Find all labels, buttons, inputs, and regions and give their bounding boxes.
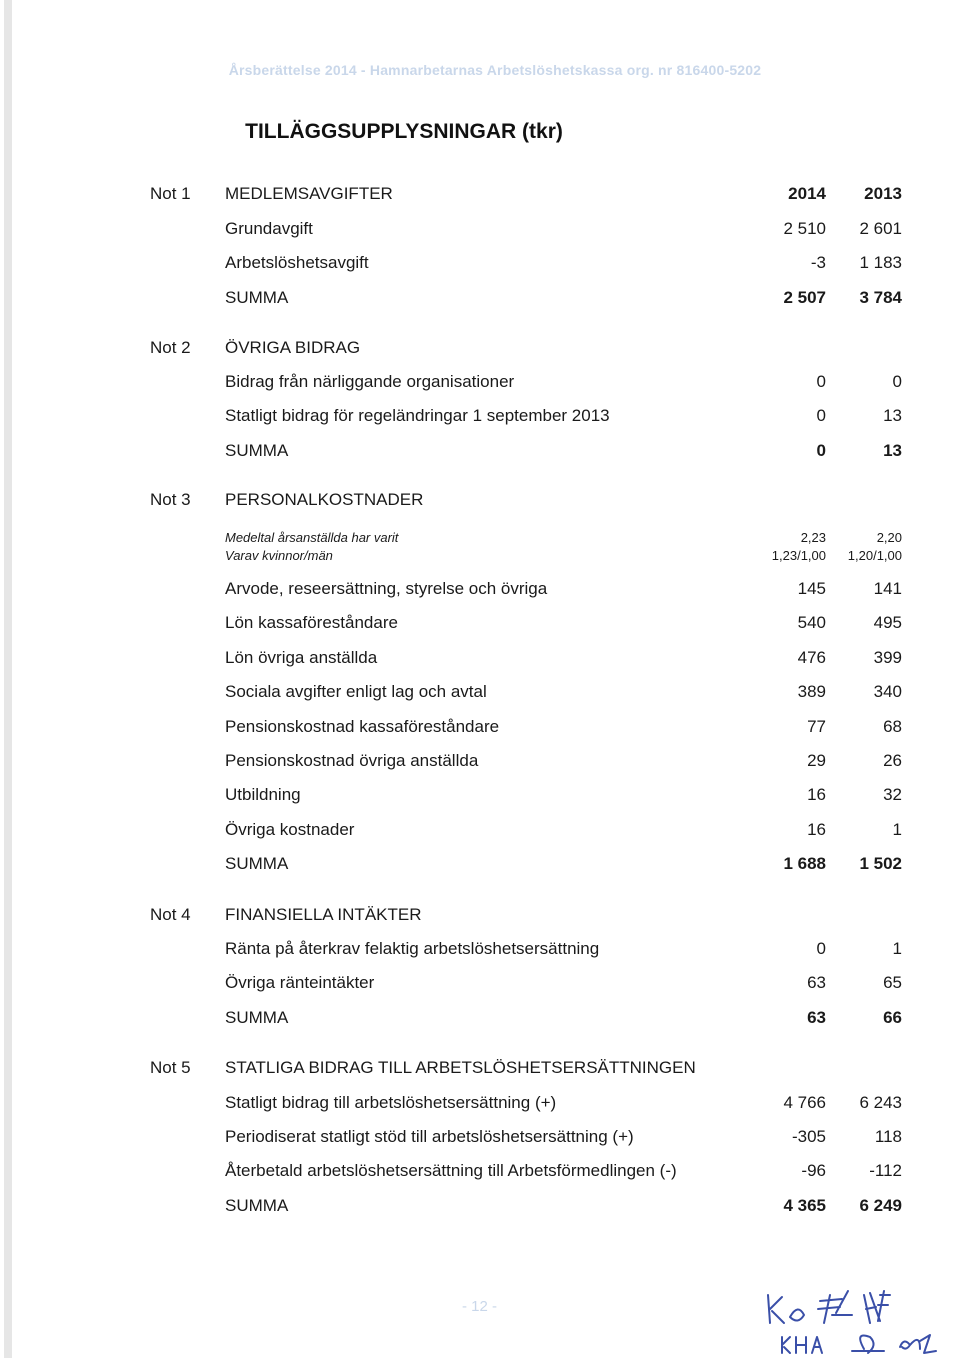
value-2014: 63: [807, 973, 826, 992]
value-2014: 4 766: [783, 1093, 826, 1112]
value-2013: 495: [873, 613, 902, 632]
value-2013: 0: [892, 372, 902, 391]
value-2014: 16: [807, 785, 826, 804]
value-2013: 1 183: [859, 253, 902, 272]
value-2014: -96: [801, 1161, 826, 1180]
value-2013: 1,20/1,00: [847, 548, 902, 563]
value-2014: 2,23: [800, 530, 826, 545]
row-label: Grundavgift: [225, 219, 313, 238]
sum-2014: 4 365: [783, 1196, 826, 1215]
row-label: Övriga ränteintäkter: [225, 973, 375, 992]
note-heading: ÖVRIGA BIDRAG: [225, 338, 361, 357]
value-2013: 13: [883, 406, 902, 425]
note-heading: STATLIGA BIDRAG TILL ARBETSLÖSHETSERSÄTTNINGEN: [225, 1058, 696, 1077]
row-label: Utbildning: [225, 785, 301, 804]
row-label: Statligt bidrag till arbetslöshetsersättning (+): [225, 1093, 557, 1112]
small-row: [0, 548, 960, 570]
table-row: [0, 613, 960, 635]
note-number: Not 2: [150, 338, 191, 357]
value-2014: 476: [797, 648, 826, 667]
sum-label: SUMMA: [225, 1008, 289, 1027]
table-row: [0, 682, 960, 704]
sum-2014: 63: [807, 1008, 826, 1027]
sum-row: [0, 1008, 960, 1030]
year-2013-header: 2013: [864, 184, 902, 203]
document-header: Årsberättelse 2014 - Hamnarbetarnas Arbetslöshetskassa org. nr 816400-5202: [228, 62, 762, 78]
value-2013: 2,20: [876, 530, 902, 545]
row-label: Bidrag från närliggande organisationer: [225, 372, 515, 391]
value-2013: 141: [873, 579, 902, 598]
sum-label: SUMMA: [225, 1196, 289, 1215]
value-2014: 29: [807, 751, 826, 770]
row-label: Statligt bidrag för regeländringar 1 september 2013: [225, 406, 610, 425]
table-row: [0, 973, 960, 995]
value-2013: 32: [883, 785, 902, 804]
row-label: Ränta på återkrav felaktig arbetslöshetsersättning: [225, 939, 600, 958]
sum-row: [0, 288, 960, 310]
value-2013: 2 601: [859, 219, 902, 238]
sum-2014: 0: [816, 441, 826, 460]
note-1-heading-row: [0, 184, 960, 206]
note-3-heading-row: [0, 490, 960, 512]
value-2013: 340: [873, 682, 902, 701]
row-label: Arbetslöshetsavgift: [225, 253, 369, 272]
value-2013: 68: [883, 717, 902, 736]
value-2014: -305: [791, 1127, 826, 1146]
table-row: [0, 939, 960, 961]
value-2013: 65: [883, 973, 902, 992]
row-label: Periodiserat statligt stöd till arbetslöshetsersättning (+): [225, 1127, 634, 1146]
value-2014: 0: [816, 939, 826, 958]
value-2014: 16: [807, 820, 826, 839]
value-2014: -3: [810, 253, 826, 272]
sum-2013: 6 249: [859, 1196, 902, 1215]
sum-2014: 1 688: [783, 854, 826, 873]
sum-2013: 66: [883, 1008, 902, 1027]
sum-label: SUMMA: [225, 288, 289, 307]
value-2013: 26: [883, 751, 902, 770]
row-label: Sociala avgifter enligt lag och avtal: [225, 682, 487, 701]
table-row: [0, 253, 960, 275]
note-5-heading-row: [0, 1058, 960, 1080]
row-label: Återbetald arbetslöshetsersättning till Arbetsförmedlingen (-): [225, 1161, 677, 1180]
table-row: [0, 1093, 960, 1115]
note-number: Not 5: [150, 1058, 191, 1077]
row-label: Lön kassaföreståndare: [225, 613, 398, 632]
value-2013: 118: [874, 1127, 902, 1146]
row-label: Pensionskostnad kassaföreståndare: [225, 717, 500, 736]
sum-row: [0, 1196, 960, 1218]
value-2014: 540: [797, 613, 826, 632]
value-2013: 399: [873, 648, 902, 667]
value-2013: -112: [869, 1161, 902, 1180]
sum-label: SUMMA: [225, 441, 289, 460]
sum-row: [0, 441, 960, 463]
table-row: [0, 785, 960, 807]
value-2014: 0: [816, 372, 826, 391]
note-heading: MEDLEMSAVGIFTER: [225, 184, 393, 203]
note-number: Not 4: [150, 905, 191, 924]
value-2014: 389: [797, 682, 826, 701]
note-number: Not 3: [150, 490, 191, 509]
value-2014: 1,23/1,00: [771, 548, 826, 563]
table-row: [0, 717, 960, 739]
handwritten-signatures: [760, 1265, 955, 1355]
sum-2013: 3 784: [859, 288, 902, 307]
page-number: - 12 -: [462, 1298, 498, 1315]
value-2013: 6 243: [859, 1093, 902, 1112]
year-2014-header: 2014: [788, 184, 826, 203]
value-2014: 77: [807, 717, 826, 736]
value-2013: 1: [892, 820, 902, 839]
note-heading: FINANSIELLA INTÄKTER: [225, 905, 422, 924]
page-title: TILLÄGGSUPPLYSNINGAR (tkr): [245, 120, 563, 143]
value-2014: 145: [797, 579, 826, 598]
table-row: [0, 648, 960, 670]
table-row: [0, 406, 960, 428]
value-2014: 2 510: [783, 219, 826, 238]
value-2013: 1: [892, 939, 902, 958]
row-label: Övriga kostnader: [225, 820, 355, 839]
table-row: [0, 372, 960, 394]
sum-2013: 1 502: [859, 854, 902, 873]
row-label: Pensionskostnad övriga anställda: [225, 751, 479, 770]
note-heading: PERSONALKOSTNADER: [225, 490, 424, 509]
row-label: Medeltal årsanställda har varit: [225, 530, 399, 545]
sum-2013: 13: [883, 441, 902, 460]
sum-row: [0, 854, 960, 876]
row-label: Arvode, reseersättning, styrelse och övriga: [225, 579, 548, 598]
row-label: Lön övriga anställda: [225, 648, 378, 667]
row-label: Varav kvinnor/män: [225, 548, 333, 563]
table-row: [0, 579, 960, 601]
sum-label: SUMMA: [225, 854, 289, 873]
note-number: Not 1: [150, 184, 191, 203]
table-row: [0, 1161, 960, 1183]
table-row: [0, 1127, 960, 1149]
value-2014: 0: [816, 406, 826, 425]
table-row: [0, 820, 960, 842]
sum-2014: 2 507: [783, 288, 826, 307]
note-2-heading-row: [0, 338, 960, 360]
table-row: [0, 219, 960, 241]
note-4-heading-row: [0, 905, 960, 927]
table-row: [0, 751, 960, 773]
